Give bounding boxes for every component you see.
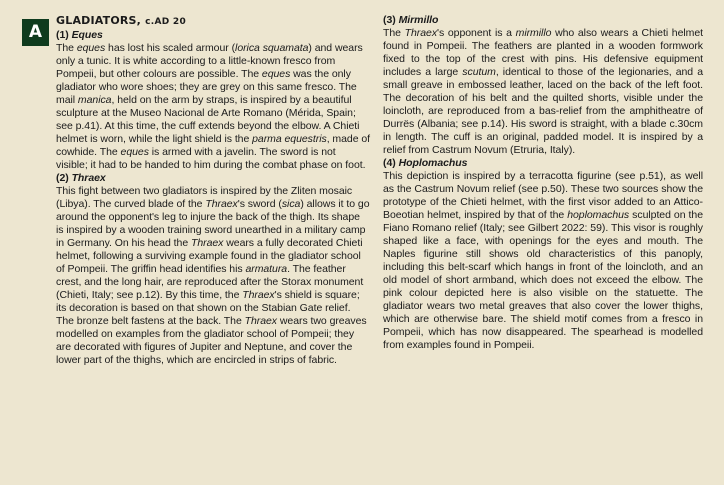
text-run: wears two greaves modelled on examples from the gladiator school of Pompeii; they are decorated with figures of Jupiter and Neptune, and cover the lower part of the thighs, which are encircled in strips of fabric. xyxy=(56,315,367,366)
section-name: Eques xyxy=(71,29,103,41)
text-run: 's sword ( xyxy=(237,198,282,210)
section-body-thraex xyxy=(56,185,370,367)
section-number: (2) xyxy=(56,172,72,184)
italic-term: parma equestris xyxy=(252,133,327,145)
section-body-hoplomachus xyxy=(383,170,703,352)
text-run: has lost his scaled armour ( xyxy=(105,42,236,54)
text-run: This depiction is inspired by a terracotta figurine (see p.51), as well as the Castrum Novum relief (see p.50). These two sources show the prototype of the Chieti helmet, with the first visor added to an Attico-Boeotian helmet, inspired by that of the xyxy=(383,170,703,221)
italic-term: sica xyxy=(281,198,301,210)
italic-term: Thraex xyxy=(404,27,438,39)
italic-term: scutum xyxy=(462,66,496,78)
section-heading-eques xyxy=(56,29,370,42)
text-run: was the only gladiator who wore shoes; they are grey on this same fresco. The mail xyxy=(56,68,357,106)
text-run: wears a fully decorated Chieti helmet, following a surviving example found in the gladiator school of Pompeii. The griffin head identifies his xyxy=(56,237,363,275)
section-number: (3) xyxy=(383,14,399,26)
italic-term: Thraex xyxy=(242,289,275,301)
text-run: , identical to those of the legionaries, and a small greave in embossed leather, laced on the back of the left foot. The decoration of his belt and the quilted shorts, visible under the loincloth, are reproduced from a bas-relief from the amphitheatre of Durrës (Albania; see p.14). His sword is straight, with a blade c.30cm in length. The cuff is an original, padded model. It is inspired by a relief from Castrum Novum (Etruria, Italy). xyxy=(383,66,703,156)
title-main: GLADIATORS, xyxy=(56,14,146,27)
section-name: Thraex xyxy=(71,172,106,184)
italic-term: hoplomachus xyxy=(567,209,630,221)
plate-badge: A xyxy=(22,19,49,46)
text-run: . The feather crest, and the long hair, are reproduced after the Storax monument (Chieti, Italy; see p.12). By this time, the xyxy=(56,263,364,301)
text-run: who also wears a Chieti helmet found in Pompeii. The feathers are planted in a wooden formwork fixed to the top of the crest with pins. His defensive equipment includes a large xyxy=(383,27,704,78)
section-number: (1) xyxy=(56,29,72,41)
italic-term: Thraex xyxy=(190,237,224,249)
right-column xyxy=(383,14,703,352)
italic-term: Thraex xyxy=(244,315,278,327)
text-run: is armed with a javelin. The sword is not visible; it had to be handed to him during the combat phase on foot. xyxy=(56,146,366,171)
section-name: Mirmillo xyxy=(398,14,439,26)
italic-term: eques xyxy=(261,68,291,80)
italic-term: lorica squamata xyxy=(235,42,309,54)
title-date: c.AD 20 xyxy=(145,17,187,27)
left-column xyxy=(56,14,370,367)
section-body-mirmillo xyxy=(383,27,703,157)
text-run: 's opponent is a xyxy=(437,27,516,39)
italic-term: armatura xyxy=(245,263,288,275)
page-title xyxy=(56,14,370,29)
italic-term: eques xyxy=(120,146,149,158)
italic-term: mirmillo xyxy=(515,27,552,39)
text-run: ) allows it to go around the opponent's leg to injure the back of the thigh. Its shape is inspired by a wooden training sword unearthed in a military camp in Germany. On his head the xyxy=(56,198,370,249)
section-body-eques xyxy=(56,42,370,172)
text-run: ) and wears only a tunic. It is white according to a little-known fresco from Pompeii, but other colours are possible. The xyxy=(56,42,363,80)
section-heading-hoplomachus xyxy=(383,157,703,170)
text-run: 's shield is square; its decoration is based on that shown on the Stabian Gate relief. The bronze belt fastens at the back. The xyxy=(56,289,360,327)
section-heading-mirmillo xyxy=(383,14,703,27)
italic-term: Thraex xyxy=(205,198,238,210)
text-run: The xyxy=(56,42,77,54)
text-run: sculpted on the Fiano Romano relief (Italy; see Gilbert 2022: 59). This visor is roughly shaped like a face, with openings for the eyes and mouth. The Naples figurine still shows old characteristics of this panoply, including this belt-scarf which hangs in front of the loincloth, and an old model of short armband, which does not exceed the elbow. The pink colour depicted here is also visible on the statuette. The gladiator wears two metal greaves that also cover the lower thighs, which are otherwise bare. The shield motif comes from a fresco in Pompeii, which has now disappeared. The spearhead is modelled from examples found in Pompeii. xyxy=(383,209,704,351)
italic-term: eques xyxy=(76,42,106,54)
text-run: This fight between two gladiators is inspired by the Zliten mosaic (Libya). The curved blade of the xyxy=(56,185,353,210)
text-run: The xyxy=(383,27,405,39)
text-run: , made of cowhide. The xyxy=(56,133,371,158)
text-run: , held on the arm by straps, is inspired by a beautiful sculpture at the Museo Nacional de Arte Romano (Mérida, Spain; see p.41). At this time, the cuff extends beyond the elbow. A Chieti helmet is worn, while the light shield is the xyxy=(56,94,360,145)
section-name: Hoplomachus xyxy=(398,157,468,169)
italic-term: manica xyxy=(77,94,112,106)
section-number: (4) xyxy=(383,157,399,169)
section-heading-thraex xyxy=(56,172,370,185)
